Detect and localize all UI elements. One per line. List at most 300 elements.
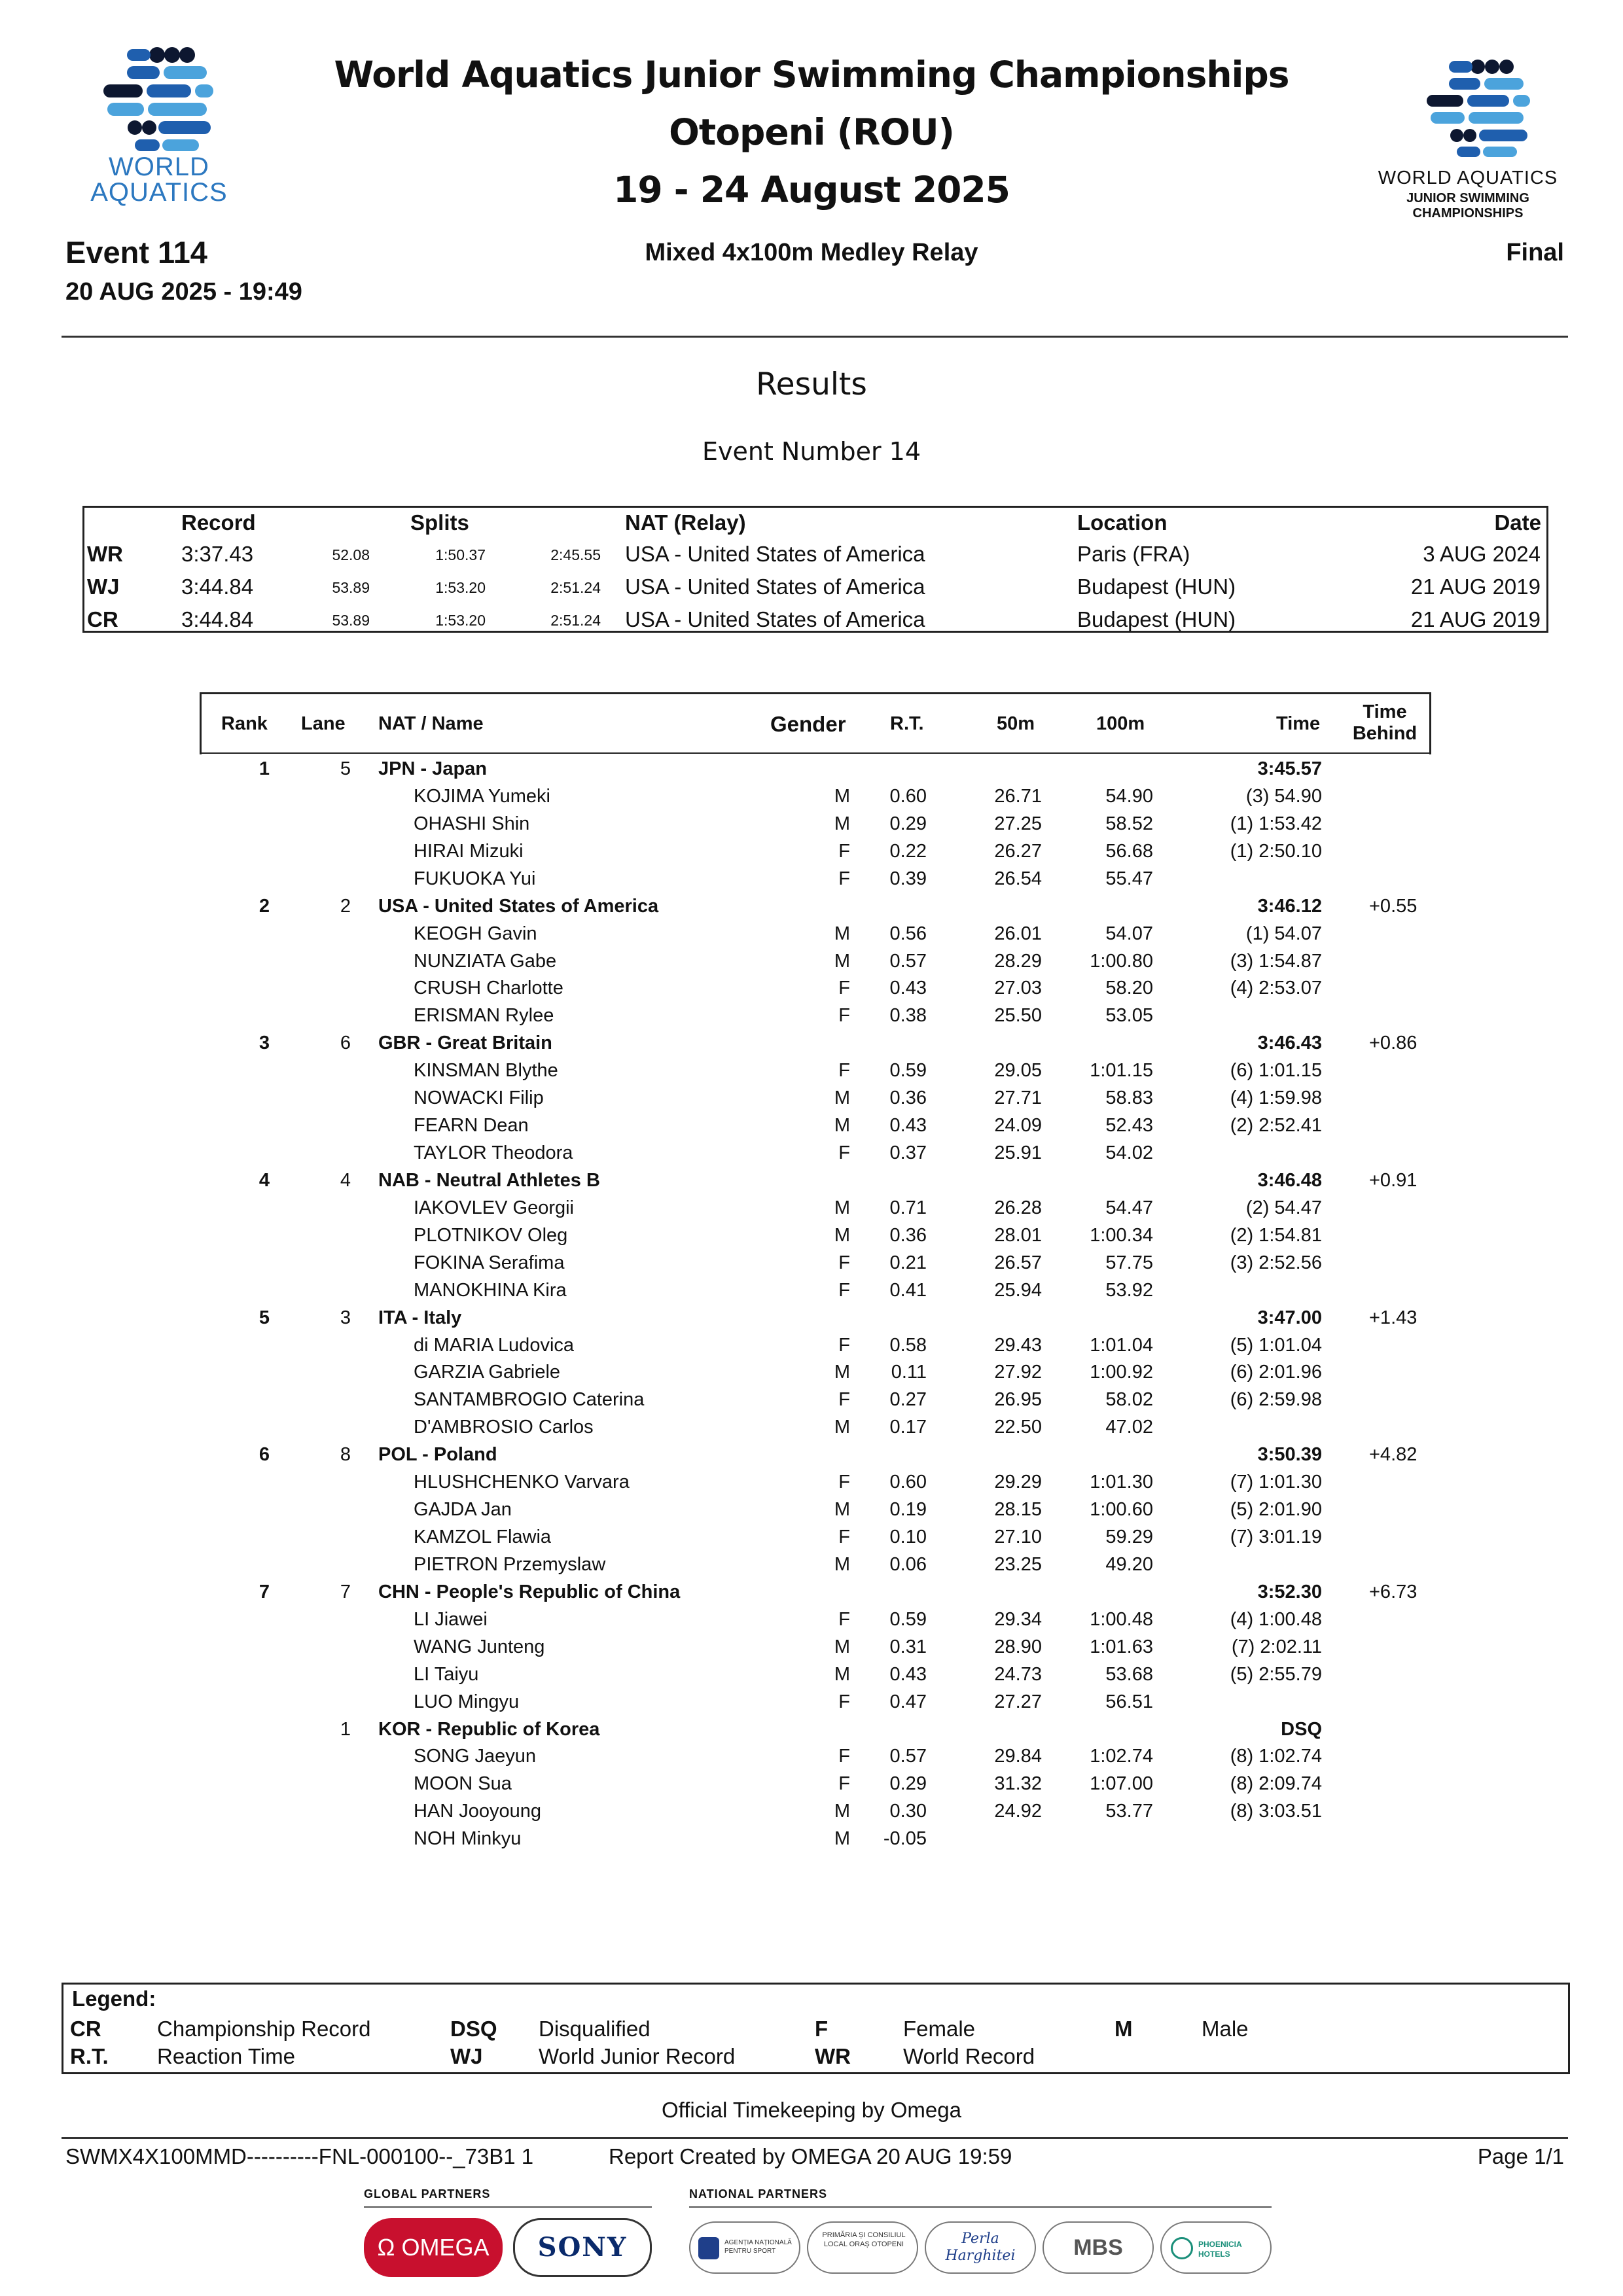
team-name: GBR - Great Britain — [378, 1033, 552, 1054]
split-100m: 1:01.63 — [1090, 1636, 1153, 1657]
lane-cell: 5 — [340, 758, 351, 779]
otopeni-town-hall-logo — [807, 2221, 918, 2274]
lane-cell: 2 — [340, 895, 351, 917]
legend-desc: Male — [1202, 2017, 1249, 2041]
legend-desc: Championship Record — [157, 2017, 371, 2041]
swimmer-name: SONG Jaeyun — [414, 1746, 536, 1767]
split-50m: 22.50 — [994, 1417, 1042, 1438]
cumulative-split: (5) 1:01.04 — [1230, 1334, 1322, 1356]
reaction-time: 0.10 — [889, 1527, 927, 1548]
swimmer-row — [0, 1335, 1623, 1362]
team-name: JPN - Japan — [378, 758, 487, 779]
rank-cell: 6 — [259, 1444, 270, 1466]
record-location: Paris (FRA) — [1077, 542, 1190, 566]
col-header-time-behind-line1: Time — [1363, 701, 1407, 722]
col-header-time: Time — [1276, 713, 1321, 734]
cumulative-split: (1) 54.07 — [1245, 923, 1322, 944]
legend-desc: Disqualified — [539, 2017, 651, 2041]
swimmer-name: FUKUOKA Yui — [414, 868, 536, 889]
split-100m: 1:00.80 — [1090, 950, 1153, 972]
split-50m: 28.01 — [994, 1224, 1042, 1246]
record-code: WJ — [87, 574, 120, 599]
gender-cell: M — [834, 1636, 850, 1657]
lane-cell: 6 — [340, 1033, 351, 1054]
reaction-time: 0.29 — [889, 1773, 927, 1795]
reaction-time: 0.31 — [889, 1636, 927, 1657]
split-50m: 27.03 — [994, 978, 1042, 999]
swimmer-name: KEOGH Gavin — [414, 923, 537, 944]
legend-desc: Female — [903, 2017, 976, 2041]
swimmer-name: NOWACKI Filip — [414, 1087, 544, 1109]
team-name: ITA - Italy — [378, 1307, 462, 1328]
gender-cell: F — [838, 1527, 850, 1548]
swimmer-row — [0, 1280, 1623, 1307]
split-100m: 1:01.30 — [1090, 1472, 1153, 1493]
record-nat: USA - United States of America — [625, 542, 925, 566]
cumulative-split: (8) 2:09.74 — [1230, 1773, 1322, 1795]
record-date: 21 AUG 2019 — [1410, 574, 1541, 599]
reaction-time: 0.71 — [889, 1197, 927, 1218]
section-title: Results — [756, 366, 867, 402]
split-50m: 26.95 — [994, 1389, 1042, 1411]
split-50m: 24.09 — [994, 1115, 1042, 1137]
swimmer-row — [0, 1115, 1623, 1142]
swimmer-row — [0, 1087, 1623, 1115]
records-header-location: Location — [1077, 510, 1168, 535]
gender-cell: F — [838, 868, 850, 889]
swimmer-name: FEARN Dean — [414, 1115, 529, 1137]
junior-championships-logo — [1360, 58, 1576, 228]
rank-cell: 4 — [259, 1169, 270, 1191]
legend-code: CR — [70, 2017, 101, 2041]
split-50m: 29.43 — [994, 1334, 1042, 1356]
record-split-3: 2:45.55 — [550, 546, 601, 563]
legend-code: F — [815, 2017, 829, 2041]
swimmer-name: WANG Junteng — [414, 1636, 545, 1657]
split-100m: 1:00.60 — [1090, 1499, 1153, 1521]
swimmer-row — [0, 1773, 1623, 1801]
reaction-time: -0.05 — [883, 1828, 927, 1850]
record-split-2: 1:53.20 — [435, 579, 486, 596]
gender-cell: M — [834, 1224, 850, 1246]
cumulative-split: (3) 54.90 — [1245, 785, 1322, 807]
split-100m: 53.92 — [1105, 1279, 1153, 1301]
split-50m: 26.54 — [994, 868, 1042, 889]
cumulative-split: (8) 3:03.51 — [1230, 1801, 1322, 1822]
gender-cell: M — [834, 1115, 850, 1137]
lane-cell: 3 — [340, 1307, 351, 1328]
event-phase: Final — [1506, 239, 1564, 266]
split-50m: 28.15 — [994, 1499, 1042, 1521]
reaction-time: 0.39 — [889, 868, 927, 889]
split-50m: 26.01 — [994, 923, 1042, 944]
split-100m: 58.52 — [1105, 813, 1153, 834]
time-behind: +6.73 — [1369, 1581, 1418, 1602]
time-behind: +1.43 — [1369, 1307, 1418, 1328]
team-name: USA - United States of America — [378, 895, 659, 917]
reaction-time: 0.60 — [889, 785, 927, 807]
reaction-time: 0.06 — [889, 1553, 927, 1575]
swimmer-row — [0, 978, 1623, 1005]
record-date: 3 AUG 2024 — [1423, 542, 1541, 566]
split-100m: 54.47 — [1105, 1197, 1153, 1218]
swimmer-row — [0, 1197, 1623, 1225]
logo-text-world: WORLD — [109, 152, 209, 181]
cumulative-split: (5) 2:55.79 — [1230, 1663, 1322, 1685]
col-header-rt: R.T. — [890, 713, 924, 734]
split-100m: 56.68 — [1105, 840, 1153, 862]
team-row — [0, 1033, 1623, 1060]
rank-cell: 1 — [259, 758, 270, 779]
rank-cell: 5 — [259, 1307, 270, 1328]
record-split-3: 2:51.24 — [550, 579, 601, 596]
record-date: 21 AUG 2019 — [1410, 607, 1541, 631]
split-100m: 53.77 — [1105, 1801, 1153, 1822]
split-50m: 27.27 — [994, 1691, 1042, 1712]
split-100m: 1:02.74 — [1090, 1746, 1153, 1767]
record-time: 3:37.43 — [181, 542, 254, 566]
swimmer-row — [0, 951, 1623, 978]
swimmer-name: LI Taiyu — [414, 1663, 479, 1685]
split-100m: 1:00.92 — [1090, 1362, 1153, 1383]
cumulative-split: (3) 2:52.56 — [1230, 1252, 1322, 1273]
cumulative-split: (1) 2:50.10 — [1230, 840, 1322, 862]
split-100m: 54.90 — [1105, 785, 1153, 807]
reaction-time: 0.43 — [889, 1663, 927, 1685]
team-time: 3:45.57 — [1257, 758, 1322, 779]
sony-logo: SONY — [513, 2218, 652, 2277]
reaction-time: 0.19 — [889, 1499, 927, 1521]
swimmer-name: LUO Mingyu — [414, 1691, 520, 1712]
split-50m: 27.10 — [994, 1527, 1042, 1548]
split-100m: 1:01.04 — [1090, 1334, 1153, 1356]
swimmer-row — [0, 1225, 1623, 1252]
team-time: DSQ — [1281, 1718, 1322, 1740]
gender-cell: F — [838, 1389, 850, 1411]
cumulative-split: (7) 3:01.19 — [1230, 1527, 1322, 1548]
record-time: 3:44.84 — [181, 574, 254, 599]
record-nat: USA - United States of America — [625, 574, 925, 599]
split-50m: 25.94 — [994, 1279, 1042, 1301]
gender-cell: F — [838, 1142, 850, 1164]
record-code: WR — [87, 542, 123, 566]
gender-cell: M — [834, 785, 850, 807]
swimmer-row — [0, 1060, 1623, 1087]
col-header-rank: Rank — [221, 713, 268, 734]
swimmer-name: di MARIA Ludovica — [414, 1334, 575, 1356]
swimmer-name: ERISMAN Rylee — [414, 1005, 554, 1027]
split-50m: 26.28 — [994, 1197, 1042, 1218]
record-location: Budapest (HUN) — [1077, 574, 1236, 599]
gender-cell: F — [838, 1773, 850, 1795]
cumulative-split: (4) 2:53.07 — [1230, 978, 1322, 999]
team-row — [0, 758, 1623, 786]
report-created: Report Created by OMEGA 20 AUG 19:59 — [609, 2144, 1012, 2168]
swimmer-row — [0, 1801, 1623, 1828]
record-nat: USA - United States of America — [625, 607, 925, 631]
header-divider — [62, 336, 1568, 338]
legend-desc: World Junior Record — [539, 2044, 736, 2068]
event-number: Event Number 14 — [702, 437, 921, 466]
cumulative-split: (4) 1:59.98 — [1230, 1087, 1322, 1109]
swimmer-row — [0, 1472, 1623, 1499]
reaction-time: 0.60 — [889, 1472, 927, 1493]
team-time: 3:46.48 — [1257, 1169, 1322, 1191]
reaction-time: 0.38 — [889, 1005, 927, 1027]
national-sport-agency-logo — [689, 2221, 800, 2274]
global-partners-label: GLOBAL PARTNERS — [364, 2187, 491, 2200]
col-header-time-behind — [1351, 701, 1419, 745]
cumulative-split: (1) 1:53.42 — [1230, 813, 1322, 834]
record-time: 3:44.84 — [181, 607, 254, 631]
junior-championships-logo-icon — [1360, 58, 1576, 162]
team-time: 3:46.43 — [1257, 1033, 1322, 1054]
swimmer-row — [0, 1828, 1623, 1856]
swimmer-name: IAKOVLEV Georgii — [414, 1197, 574, 1218]
swimmer-name: TAYLOR Theodora — [414, 1142, 573, 1164]
timekeeping-note: Official Timekeeping by Omega — [662, 2098, 961, 2122]
reaction-time: 0.57 — [889, 1746, 927, 1767]
record-split-2: 1:50.37 — [435, 546, 486, 563]
title-line-3: 19 - 24 August 2025 — [613, 169, 1010, 211]
team-name: NAB - Neutral Athletes B — [378, 1169, 600, 1191]
swimmer-name: OHASHI Shin — [414, 813, 530, 834]
split-50m: 29.34 — [994, 1608, 1042, 1630]
gender-cell: M — [834, 950, 850, 972]
cumulative-split: (5) 2:01.90 — [1230, 1499, 1322, 1521]
championship-title — [288, 46, 1335, 219]
legend-desc: Reaction Time — [157, 2044, 295, 2068]
legend-code: M — [1115, 2017, 1133, 2041]
record-location: Budapest (HUN) — [1077, 607, 1236, 631]
team-row — [0, 1581, 1623, 1609]
swimmer-row — [0, 1636, 1623, 1664]
split-50m: 29.05 — [994, 1060, 1042, 1082]
gender-cell: M — [834, 1417, 850, 1438]
cumulative-split: (2) 54.47 — [1245, 1197, 1322, 1218]
swimmer-name: NUNZIATA Gabe — [414, 950, 557, 972]
event-datetime: 20 AUG 2025 - 19:49 — [65, 278, 302, 306]
time-behind: +0.91 — [1369, 1169, 1418, 1191]
split-100m: 54.02 — [1105, 1142, 1153, 1164]
reaction-time: 0.11 — [891, 1362, 927, 1383]
gender-cell: F — [838, 840, 850, 862]
swimmer-row — [0, 841, 1623, 868]
legend-code: DSQ — [450, 2017, 497, 2041]
phoenicia-text: PHOENICIA HOTELS — [1198, 2240, 1242, 2259]
gender-cell: M — [834, 1197, 850, 1218]
split-50m: 26.71 — [994, 785, 1042, 807]
split-50m: 27.25 — [994, 813, 1042, 834]
split-50m: 27.71 — [994, 1087, 1042, 1109]
results-header-divider — [200, 752, 1431, 754]
swimmer-row — [0, 1746, 1623, 1773]
team-time: 3:47.00 — [1257, 1307, 1322, 1328]
swimmer-row — [0, 813, 1623, 841]
split-100m: 1:00.48 — [1090, 1608, 1153, 1630]
records-header-record: Record — [181, 510, 256, 535]
cumulative-split: (2) 2:52.41 — [1230, 1115, 1322, 1137]
time-behind: +0.86 — [1369, 1033, 1418, 1054]
world-aquatics-logo-icon — [64, 46, 254, 157]
perla-harghitei-logo: Perla Harghitei — [925, 2221, 1036, 2274]
records-header-nat: NAT (Relay) — [625, 510, 746, 535]
split-50m: 23.25 — [994, 1553, 1042, 1575]
legend-code: R.T. — [70, 2044, 109, 2068]
col-header-lane: Lane — [301, 713, 346, 734]
gender-cell: F — [838, 978, 850, 999]
event-label: Event 114 — [65, 235, 207, 270]
swimmer-row — [0, 868, 1623, 896]
split-100m: 1:00.34 — [1090, 1224, 1153, 1246]
team-row — [0, 1719, 1623, 1746]
swimmer-name: PLOTNIKOV Oleg — [414, 1224, 568, 1246]
reaction-time: 0.17 — [889, 1417, 927, 1438]
split-50m: 29.29 — [994, 1472, 1042, 1493]
team-time: 3:52.30 — [1257, 1581, 1322, 1602]
swimmer-name: GARZIA Gabriele — [414, 1362, 561, 1383]
split-100m: 58.02 — [1105, 1389, 1153, 1411]
team-time: 3:46.12 — [1257, 895, 1322, 917]
reaction-time: 0.58 — [889, 1334, 927, 1356]
swimmer-name: KOJIMA Yumeki — [414, 785, 550, 807]
team-row — [0, 1307, 1623, 1335]
event-name: Mixed 4x100m Medley Relay — [645, 239, 978, 266]
right-logo-line-2: JUNIOR SWIMMING — [1406, 191, 1529, 205]
team-time: 3:50.39 — [1257, 1444, 1322, 1466]
gender-cell: F — [838, 1691, 850, 1712]
crest-icon — [698, 2237, 719, 2259]
footer-divider — [62, 2137, 1568, 2139]
split-100m: 52.43 — [1105, 1115, 1153, 1137]
swimmer-row — [0, 1499, 1623, 1527]
omega-logo: Ω OMEGA — [364, 2218, 503, 2277]
reaction-time: 0.30 — [889, 1801, 927, 1822]
gender-cell: F — [838, 1472, 850, 1493]
team-name: POL - Poland — [378, 1444, 497, 1466]
split-50m: 25.50 — [994, 1005, 1042, 1027]
reaction-time: 0.59 — [889, 1608, 927, 1630]
records-header-splits: Splits — [410, 510, 469, 535]
gender-cell: M — [834, 1828, 850, 1850]
gender-cell: F — [838, 1746, 850, 1767]
gender-cell: M — [834, 1553, 850, 1575]
swimmer-name: HLUSHCHENKO Varvara — [414, 1472, 630, 1493]
legend-code: WR — [815, 2044, 851, 2068]
gender-cell: M — [834, 1663, 850, 1685]
gender-cell: M — [834, 813, 850, 834]
reaction-time: 0.37 — [889, 1142, 927, 1164]
gender-cell: F — [838, 1005, 850, 1027]
cumulative-split: (6) 2:59.98 — [1230, 1389, 1322, 1411]
page-number: Page 1/1 — [1477, 2144, 1564, 2168]
split-50m: 25.91 — [994, 1142, 1042, 1164]
legend-desc: World Record — [903, 2044, 1035, 2068]
time-behind: +4.82 — [1369, 1444, 1418, 1466]
swimmer-name: PIETRON Przemyslaw — [414, 1553, 606, 1575]
reaction-time: 0.36 — [889, 1087, 927, 1109]
split-100m: 57.75 — [1105, 1252, 1153, 1273]
team-name: KOR - Republic of Korea — [378, 1718, 600, 1740]
reaction-time: 0.21 — [889, 1252, 927, 1273]
swimmer-row — [0, 786, 1623, 813]
split-50m: 28.29 — [994, 950, 1042, 972]
world-aquatics-logo — [64, 46, 254, 209]
reaction-time: 0.27 — [889, 1389, 927, 1411]
swimmer-row — [0, 923, 1623, 951]
split-100m: 47.02 — [1105, 1417, 1153, 1438]
rank-cell: 7 — [259, 1581, 270, 1602]
cumulative-split: (6) 2:01.96 — [1230, 1362, 1322, 1383]
time-behind: +0.55 — [1369, 895, 1418, 917]
mbs-logo: MBS — [1043, 2221, 1154, 2274]
right-logo-line-3: CHAMPIONSHIPS — [1412, 206, 1524, 221]
reaction-time: 0.22 — [889, 840, 927, 862]
split-100m: 1:07.00 — [1090, 1773, 1153, 1795]
col-header-50m: 50m — [997, 713, 1035, 734]
team-row — [0, 1444, 1623, 1472]
split-50m: 24.92 — [994, 1801, 1042, 1822]
split-100m: 1:01.15 — [1090, 1060, 1153, 1082]
reaction-time: 0.56 — [889, 923, 927, 944]
swimmer-row — [0, 1142, 1623, 1170]
record-split-3: 2:51.24 — [550, 612, 601, 629]
lane-cell: 4 — [340, 1169, 351, 1191]
split-50m: 27.92 — [994, 1362, 1042, 1383]
swimmer-name: MOON Sua — [414, 1773, 512, 1795]
record-code: CR — [87, 607, 118, 631]
swimmer-name: D'AMBROSIO Carlos — [414, 1417, 594, 1438]
swimmer-name: LI Jiawei — [414, 1608, 488, 1630]
col-header-nat-name: NAT / Name — [378, 713, 484, 734]
cumulative-split: (2) 1:54.81 — [1230, 1224, 1322, 1246]
col-header-100m: 100m — [1096, 713, 1145, 734]
swimmer-name: FOKINA Serafima — [414, 1252, 565, 1273]
swimmer-name: HIRAI Mizuki — [414, 840, 524, 862]
reaction-time: 0.29 — [889, 813, 927, 834]
swimmer-row — [0, 1527, 1623, 1554]
cumulative-split: (8) 1:02.74 — [1230, 1746, 1322, 1767]
split-50m: 26.57 — [994, 1252, 1042, 1273]
rank-cell: 2 — [259, 895, 270, 917]
swimmer-row — [0, 1005, 1623, 1033]
lane-cell: 1 — [340, 1718, 351, 1740]
gender-cell: F — [838, 1334, 850, 1356]
split-50m: 24.73 — [994, 1663, 1042, 1685]
col-header-time-behind-line2: Behind — [1352, 723, 1418, 744]
team-name: CHN - People's Republic of China — [378, 1581, 681, 1602]
swimmer-name: KAMZOL Flawia — [414, 1527, 552, 1548]
gender-cell: F — [838, 1608, 850, 1630]
split-100m: 55.47 — [1105, 868, 1153, 889]
split-100m: 53.05 — [1105, 1005, 1153, 1027]
title-line-1: World Aquatics Junior Swimming Championships — [334, 54, 1289, 96]
reaction-time: 0.41 — [889, 1279, 927, 1301]
logo-text-aquatics: AQUATICS — [90, 178, 228, 207]
gender-cell: M — [834, 1801, 850, 1822]
split-50m: 29.84 — [994, 1746, 1042, 1767]
cumulative-split: (7) 1:01.30 — [1230, 1472, 1322, 1493]
title-line-2: Otopeni (ROU) — [669, 111, 954, 153]
global-partners-rule — [364, 2206, 652, 2208]
team-row — [0, 896, 1623, 923]
record-split-1: 53.89 — [332, 579, 370, 596]
split-100m: 54.07 — [1105, 923, 1153, 944]
phoenicia-hotels-logo — [1160, 2221, 1272, 2274]
split-100m: 58.83 — [1105, 1087, 1153, 1109]
split-100m: 58.20 — [1105, 978, 1153, 999]
reaction-time: 0.57 — [889, 950, 927, 972]
